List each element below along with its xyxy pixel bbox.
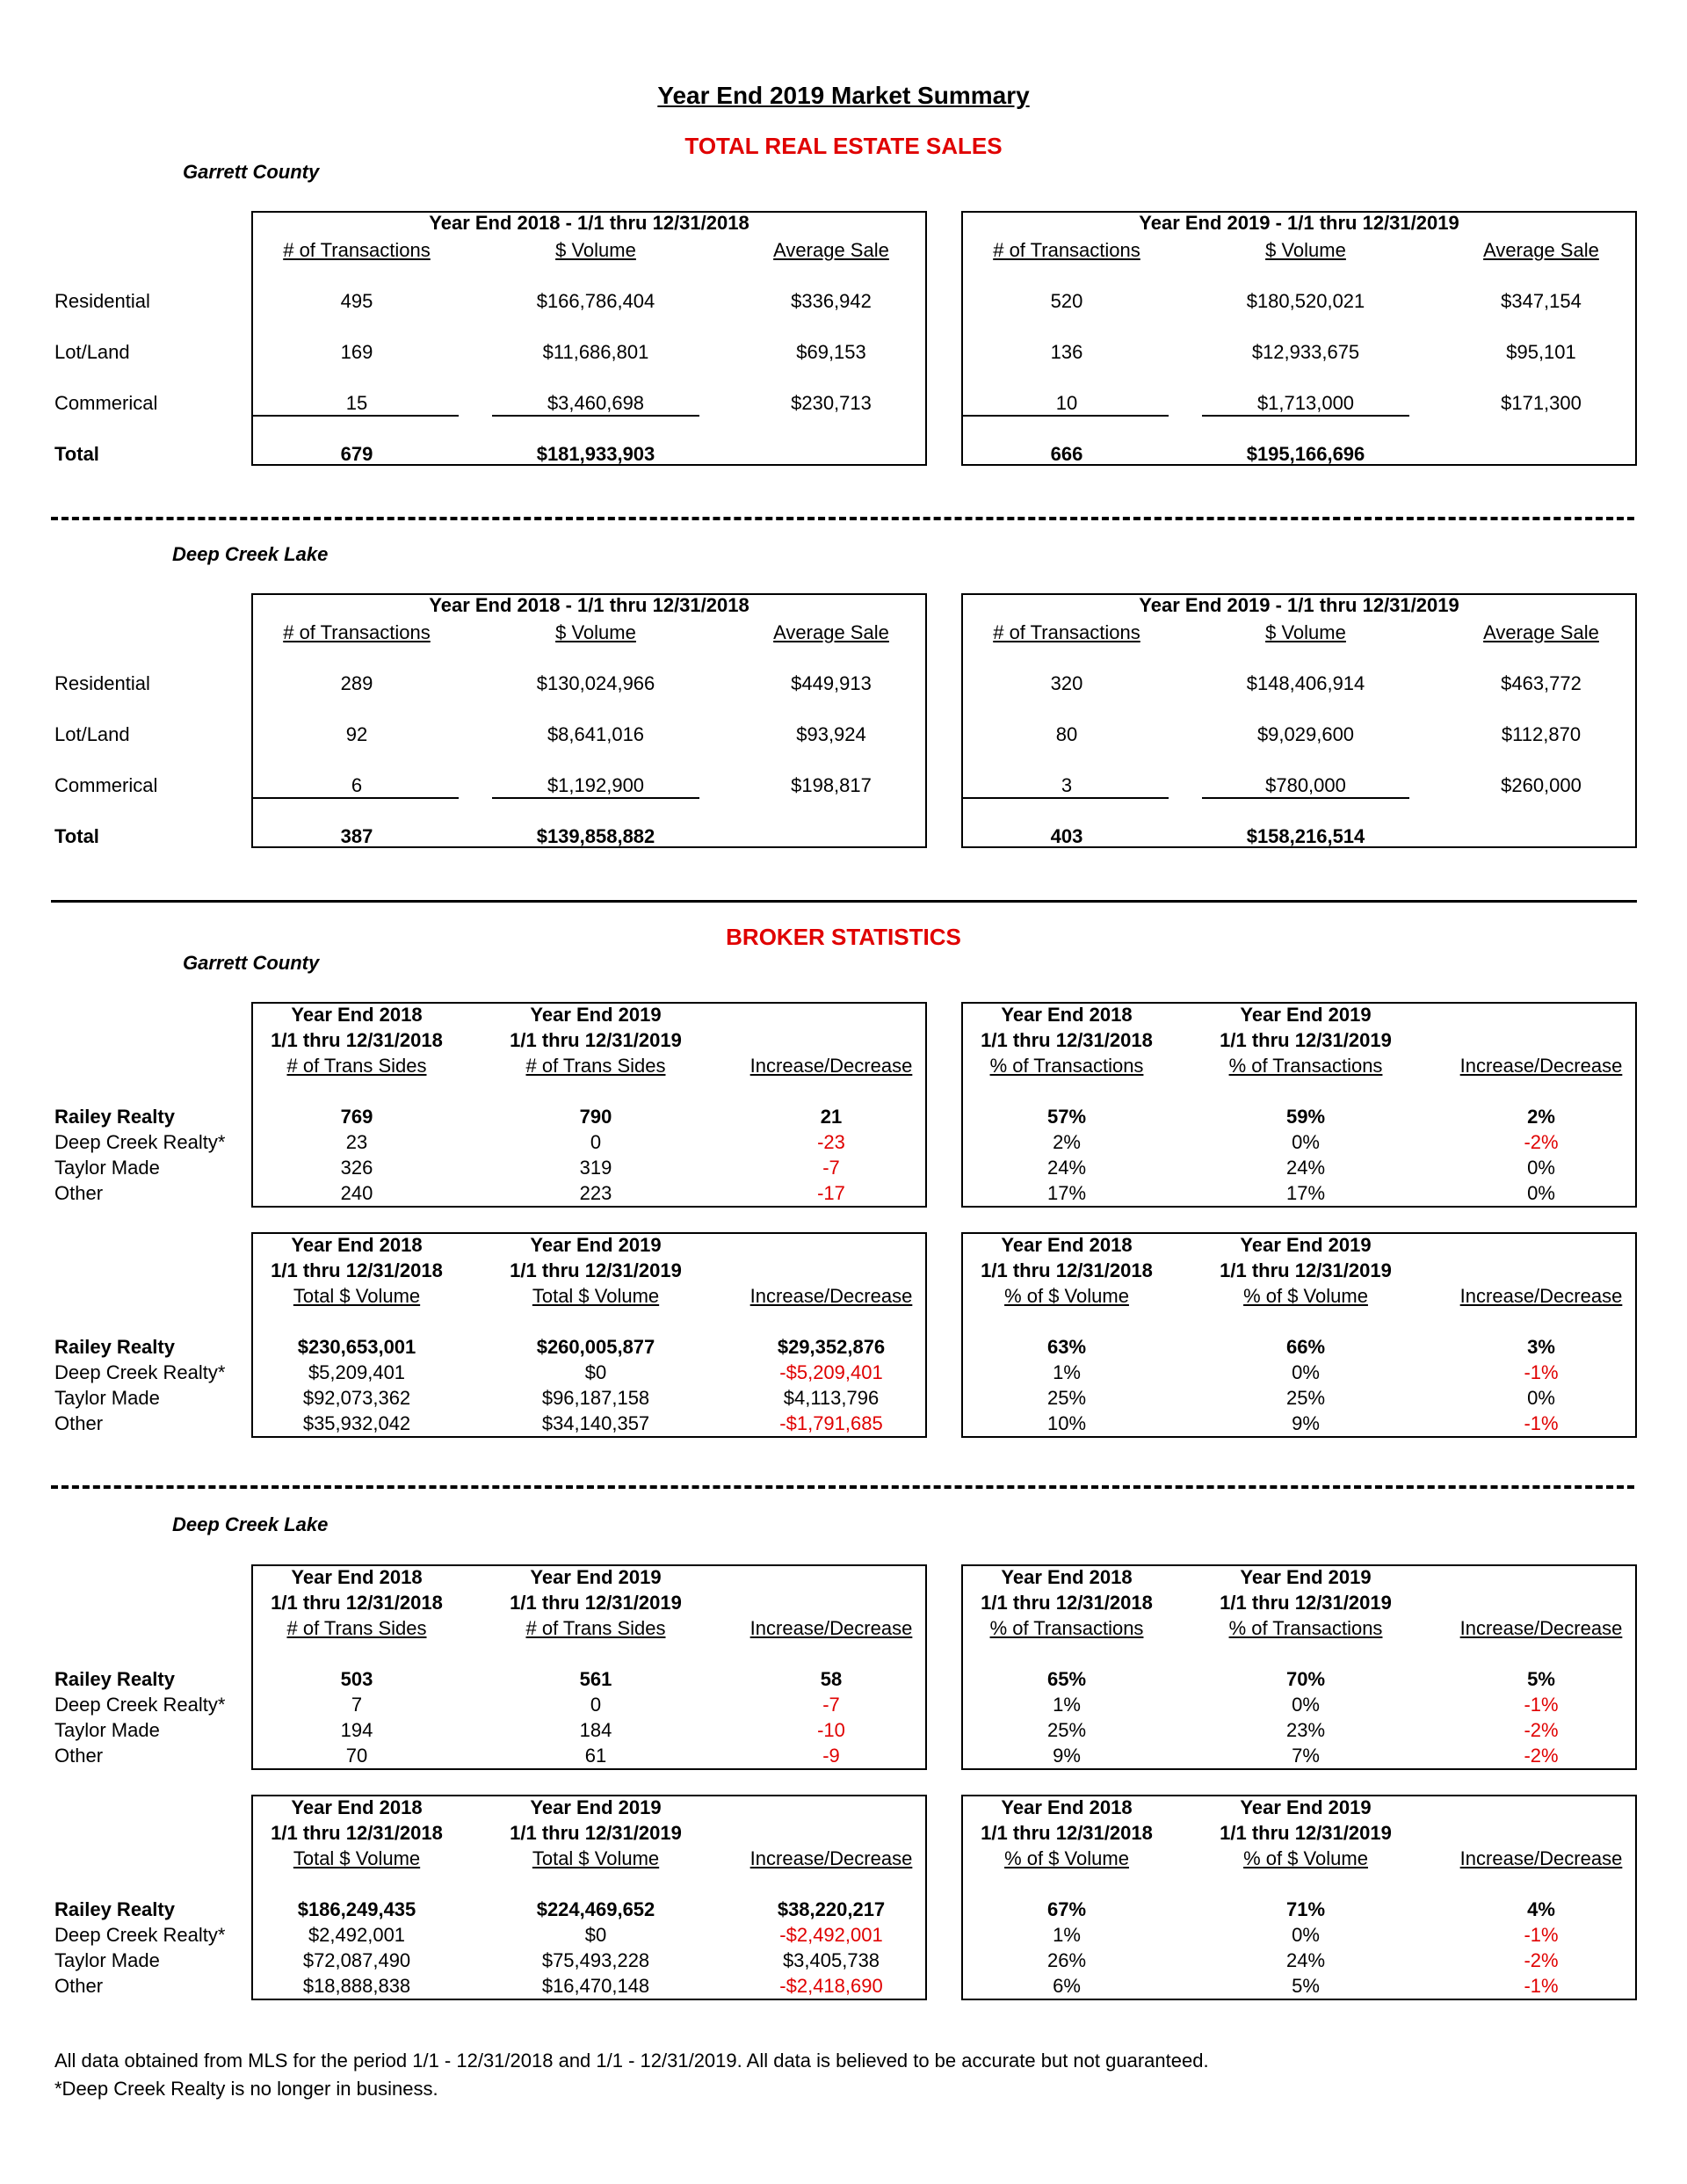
period-header: Year End 2019 - 1/1 thru 12/31/2019 bbox=[1139, 594, 1459, 616]
table-cell: $11,686,801 bbox=[542, 341, 649, 363]
table-cell: 58 bbox=[820, 1668, 843, 1690]
col-header: Year End 2018 bbox=[291, 1796, 423, 1818]
table-cell: -$5,209,401 bbox=[779, 1361, 883, 1383]
table-cell: -1% bbox=[1524, 1975, 1559, 1997]
column-header: $ Volume bbox=[555, 621, 636, 643]
table-cell: 0% bbox=[1292, 1361, 1320, 1383]
col-header: Year End 2019 bbox=[1240, 1004, 1372, 1026]
table-cell: -10 bbox=[817, 1719, 845, 1741]
column-header: # of Transactions bbox=[283, 239, 431, 261]
col-header: Year End 2019 bbox=[1240, 1566, 1372, 1588]
table-cell: 25% bbox=[1285, 1387, 1326, 1409]
col-header: Increase/Decrease bbox=[1459, 1055, 1623, 1077]
table-cell: -7 bbox=[822, 1694, 840, 1716]
table-cell: 10 bbox=[1055, 392, 1078, 414]
total-cell: 403 bbox=[1050, 825, 1083, 847]
col-header: # of Trans Sides bbox=[525, 1055, 666, 1077]
table-cell: 319 bbox=[579, 1157, 612, 1179]
col-header: Year End 2019 bbox=[530, 1004, 662, 1026]
broker-label: Deep Creek Realty* bbox=[54, 1924, 226, 1946]
table-cell: 136 bbox=[1050, 341, 1083, 363]
table-cell: -1% bbox=[1524, 1412, 1559, 1434]
table-cell: $96,187,158 bbox=[541, 1387, 650, 1409]
section-title-broker: BROKER STATISTICS bbox=[726, 924, 961, 950]
table-cell: 3 bbox=[1061, 774, 1073, 796]
sum-line bbox=[961, 797, 1169, 799]
row-label: Commerical bbox=[54, 392, 158, 414]
table-cell: 71% bbox=[1285, 1898, 1326, 1920]
table-cell: $260,005,877 bbox=[536, 1336, 655, 1358]
table-cell: 9% bbox=[1292, 1412, 1320, 1434]
table-cell: -2% bbox=[1524, 1745, 1559, 1767]
col-header: % of $ Volume bbox=[1004, 1285, 1129, 1307]
table-cell: $34,140,357 bbox=[541, 1412, 650, 1434]
broker-label: Other bbox=[54, 1745, 104, 1767]
sum-line bbox=[251, 797, 459, 799]
table-cell: 66% bbox=[1285, 1336, 1326, 1358]
col-header: Year End 2018 bbox=[1001, 1004, 1133, 1026]
table-cell: -2% bbox=[1524, 1949, 1559, 1971]
col-header: Year End 2018 bbox=[1001, 1566, 1133, 1588]
table-cell: $224,469,652 bbox=[536, 1898, 655, 1920]
table-cell: 0% bbox=[1292, 1694, 1320, 1716]
col-header: 1/1 thru 12/31/2018 bbox=[981, 1029, 1153, 1051]
col-header: Year End 2018 bbox=[1001, 1234, 1133, 1256]
col-header: 1/1 thru 12/31/2019 bbox=[510, 1592, 682, 1614]
table-cell: 503 bbox=[340, 1668, 373, 1690]
table-cell: 21 bbox=[820, 1106, 843, 1128]
table-cell: 0% bbox=[1527, 1387, 1555, 1409]
table-cell: 495 bbox=[340, 290, 373, 312]
table-cell: 326 bbox=[340, 1157, 373, 1179]
table-cell: 23 bbox=[345, 1131, 368, 1153]
table-cell: 61 bbox=[584, 1745, 607, 1767]
table-cell: 26% bbox=[1046, 1949, 1087, 1971]
row-label: Residential bbox=[54, 672, 150, 694]
table-cell: 184 bbox=[579, 1719, 612, 1741]
table-cell: $0 bbox=[584, 1924, 607, 1946]
col-header: 1/1 thru 12/31/2018 bbox=[981, 1822, 1153, 1844]
table-cell: $780,000 bbox=[1265, 774, 1346, 796]
col-header: Increase/Decrease bbox=[749, 1617, 913, 1639]
table-cell: 92 bbox=[345, 723, 368, 745]
col-header: 1/1 thru 12/31/2019 bbox=[510, 1259, 682, 1281]
table-cell: 59% bbox=[1285, 1106, 1326, 1128]
table-cell: 24% bbox=[1046, 1157, 1087, 1179]
column-header: Average Sale bbox=[773, 621, 889, 643]
table-cell: -$2,492,001 bbox=[779, 1924, 883, 1946]
table-cell: $180,520,021 bbox=[1246, 290, 1365, 312]
table-cell: 25% bbox=[1046, 1387, 1087, 1409]
region-label: Deep Creek Lake bbox=[172, 543, 329, 565]
col-header: # of Trans Sides bbox=[286, 1055, 427, 1077]
sum-line bbox=[251, 415, 459, 417]
broker-label: Other bbox=[54, 1975, 104, 1997]
total-cell: 666 bbox=[1050, 443, 1083, 465]
table-cell: $4,113,796 bbox=[783, 1387, 880, 1409]
sum-line bbox=[492, 797, 699, 799]
table-cell: $230,713 bbox=[791, 392, 872, 414]
table-cell: $69,153 bbox=[796, 341, 866, 363]
col-header: 1/1 thru 12/31/2018 bbox=[271, 1259, 443, 1281]
region-label: Garrett County bbox=[183, 161, 320, 183]
period-header: Year End 2019 - 1/1 thru 12/31/2019 bbox=[1139, 212, 1459, 234]
table-cell: $92,073,362 bbox=[302, 1387, 411, 1409]
table-cell: 4% bbox=[1527, 1898, 1555, 1920]
total-cell: $181,933,903 bbox=[536, 443, 655, 465]
table-cell: $29,352,876 bbox=[777, 1336, 886, 1358]
table-cell: $38,220,217 bbox=[777, 1898, 886, 1920]
row-label: Lot/Land bbox=[54, 723, 130, 745]
section-divider bbox=[51, 1485, 1634, 1489]
col-header: Total $ Volume bbox=[293, 1847, 421, 1869]
col-header: Year End 2019 bbox=[530, 1566, 662, 1588]
table-cell: 25% bbox=[1046, 1719, 1087, 1741]
col-header: Total $ Volume bbox=[293, 1285, 421, 1307]
column-header: Average Sale bbox=[1483, 621, 1599, 643]
table-cell: 6 bbox=[351, 774, 363, 796]
col-header: Year End 2018 bbox=[291, 1004, 423, 1026]
col-header: Increase/Decrease bbox=[749, 1285, 913, 1307]
total-cell: $195,166,696 bbox=[1246, 443, 1365, 465]
total-cell: 387 bbox=[340, 825, 373, 847]
col-header: Total $ Volume bbox=[532, 1847, 660, 1869]
table-cell: -7 bbox=[822, 1157, 840, 1179]
broker-label: Railey Realty bbox=[54, 1668, 175, 1690]
total-cell: $139,858,882 bbox=[536, 825, 655, 847]
col-header: 1/1 thru 12/31/2018 bbox=[981, 1592, 1153, 1614]
col-header: % of $ Volume bbox=[1243, 1847, 1368, 1869]
table-cell: $3,405,738 bbox=[782, 1949, 880, 1971]
section-divider bbox=[51, 900, 1637, 903]
table-cell: $16,470,148 bbox=[541, 1975, 650, 1997]
table-cell: 0% bbox=[1292, 1924, 1320, 1946]
sum-line bbox=[1202, 415, 1409, 417]
table-cell: 2% bbox=[1053, 1131, 1081, 1153]
broker-label: Other bbox=[54, 1182, 104, 1204]
table-cell: 65% bbox=[1046, 1668, 1087, 1690]
footnote: *Deep Creek Realty is no longer in business. bbox=[54, 2078, 438, 2100]
table-cell: 289 bbox=[340, 672, 373, 694]
broker-label: Taylor Made bbox=[54, 1157, 160, 1179]
footnote: All data obtained from MLS for the period 1/1 - 12/31/2018 and 1/1 - 12/31/2019. All data is believed to be accurate but not guaranteed. bbox=[54, 2050, 1209, 2072]
table-cell: 0% bbox=[1292, 1131, 1320, 1153]
broker-label: Deep Creek Realty* bbox=[54, 1131, 226, 1153]
column-header: # of Transactions bbox=[993, 621, 1140, 643]
table-cell: $93,924 bbox=[796, 723, 866, 745]
column-header: Average Sale bbox=[1483, 239, 1599, 261]
table-cell: -2% bbox=[1524, 1719, 1559, 1741]
col-header: # of Trans Sides bbox=[525, 1617, 666, 1639]
col-header: % of $ Volume bbox=[1243, 1285, 1368, 1307]
table-cell: 57% bbox=[1046, 1106, 1087, 1128]
table-cell: $166,786,404 bbox=[536, 290, 655, 312]
period-header: Year End 2018 - 1/1 thru 12/31/2018 bbox=[429, 212, 749, 234]
table-cell: $198,817 bbox=[791, 774, 872, 796]
table-cell: $2,492,001 bbox=[308, 1924, 406, 1946]
table-cell: $3,460,698 bbox=[547, 392, 645, 414]
table-cell: $336,942 bbox=[791, 290, 872, 312]
col-header: Increase/Decrease bbox=[1459, 1617, 1623, 1639]
row-label: Lot/Land bbox=[54, 341, 130, 363]
broker-label: Railey Realty bbox=[54, 1898, 175, 1920]
table-cell: $35,932,042 bbox=[302, 1412, 411, 1434]
table-cell: 23% bbox=[1285, 1719, 1326, 1741]
table-cell: -17 bbox=[817, 1182, 845, 1204]
table-cell: 24% bbox=[1285, 1157, 1326, 1179]
sum-line bbox=[492, 415, 699, 417]
table-cell: 0 bbox=[590, 1131, 602, 1153]
col-header: Year End 2018 bbox=[291, 1566, 423, 1588]
row-label: Total bbox=[54, 825, 99, 847]
column-header: $ Volume bbox=[1265, 621, 1346, 643]
table-cell: 0 bbox=[590, 1694, 602, 1716]
total-cell: $158,216,514 bbox=[1246, 825, 1365, 847]
table-cell: 7% bbox=[1292, 1745, 1320, 1767]
col-header: Year End 2019 bbox=[530, 1796, 662, 1818]
table-cell: -1% bbox=[1524, 1694, 1559, 1716]
table-cell: 1% bbox=[1053, 1361, 1081, 1383]
table-cell: 0% bbox=[1527, 1182, 1555, 1204]
column-header: $ Volume bbox=[555, 239, 636, 261]
table-cell: 790 bbox=[579, 1106, 612, 1128]
table-cell: $12,933,675 bbox=[1251, 341, 1360, 363]
table-cell: 1% bbox=[1053, 1924, 1081, 1946]
table-cell: $186,249,435 bbox=[297, 1898, 416, 1920]
col-header: Year End 2019 bbox=[1240, 1234, 1372, 1256]
table-cell: -$1,791,685 bbox=[779, 1412, 883, 1434]
table-cell: $130,024,966 bbox=[536, 672, 655, 694]
col-header: % of Transactions bbox=[1228, 1055, 1383, 1077]
col-header: # of Trans Sides bbox=[286, 1617, 427, 1639]
col-header: Year End 2019 bbox=[530, 1234, 662, 1256]
col-header: 1/1 thru 12/31/2019 bbox=[1220, 1029, 1392, 1051]
table-cell: 769 bbox=[340, 1106, 373, 1128]
table-cell: -2% bbox=[1524, 1131, 1559, 1153]
col-header: 1/1 thru 12/31/2018 bbox=[981, 1259, 1153, 1281]
col-header: 1/1 thru 12/31/2019 bbox=[1220, 1592, 1392, 1614]
table-cell: 0% bbox=[1527, 1157, 1555, 1179]
section-title-sales: TOTAL REAL ESTATE SALES bbox=[684, 133, 1003, 159]
page-title: Year End 2019 Market Summary bbox=[657, 82, 1030, 109]
broker-label: Deep Creek Realty* bbox=[54, 1361, 226, 1383]
col-header: 1/1 thru 12/31/2018 bbox=[271, 1822, 443, 1844]
broker-label: Taylor Made bbox=[54, 1719, 160, 1741]
table-cell: 5% bbox=[1292, 1975, 1320, 1997]
broker-label: Other bbox=[54, 1412, 104, 1434]
col-header: 1/1 thru 12/31/2019 bbox=[1220, 1259, 1392, 1281]
table-cell: $0 bbox=[584, 1361, 607, 1383]
col-header: % of Transactions bbox=[989, 1055, 1144, 1077]
table-cell: 194 bbox=[340, 1719, 373, 1741]
table-cell: -1% bbox=[1524, 1361, 1559, 1383]
col-header: % of $ Volume bbox=[1004, 1847, 1129, 1869]
table-cell: 2% bbox=[1527, 1106, 1555, 1128]
table-cell: 320 bbox=[1050, 672, 1083, 694]
table-cell: 520 bbox=[1050, 290, 1083, 312]
column-header: $ Volume bbox=[1265, 239, 1346, 261]
table-cell: 5% bbox=[1527, 1668, 1555, 1690]
table-cell: $230,653,001 bbox=[297, 1336, 416, 1358]
row-label: Total bbox=[54, 443, 99, 465]
col-header: Increase/Decrease bbox=[749, 1055, 913, 1077]
row-label: Residential bbox=[54, 290, 150, 312]
sum-line bbox=[1202, 797, 1409, 799]
broker-label: Deep Creek Realty* bbox=[54, 1694, 226, 1716]
table-cell: 17% bbox=[1285, 1182, 1326, 1204]
table-cell: $112,870 bbox=[1501, 723, 1582, 745]
table-cell: 24% bbox=[1285, 1949, 1326, 1971]
table-cell: $1,713,000 bbox=[1256, 392, 1355, 414]
col-header: 1/1 thru 12/31/2018 bbox=[271, 1592, 443, 1614]
table-cell: 70 bbox=[345, 1745, 368, 1767]
table-cell: 67% bbox=[1046, 1898, 1087, 1920]
total-cell: 679 bbox=[340, 443, 373, 465]
broker-label: Taylor Made bbox=[54, 1387, 160, 1409]
table-cell: -1% bbox=[1524, 1924, 1559, 1946]
col-header: % of Transactions bbox=[989, 1617, 1144, 1639]
table-cell: 70% bbox=[1285, 1668, 1326, 1690]
table-cell: 10% bbox=[1046, 1412, 1087, 1434]
broker-label: Railey Realty bbox=[54, 1106, 175, 1128]
col-header: 1/1 thru 12/31/2019 bbox=[510, 1822, 682, 1844]
table-cell: $95,101 bbox=[1506, 341, 1576, 363]
col-header: Increase/Decrease bbox=[749, 1847, 913, 1869]
table-cell: $148,406,914 bbox=[1246, 672, 1365, 694]
row-label: Commerical bbox=[54, 774, 158, 796]
table-cell: 15 bbox=[345, 392, 368, 414]
table-cell: 561 bbox=[579, 1668, 612, 1690]
broker-label: Railey Realty bbox=[54, 1336, 175, 1358]
table-cell: $9,029,600 bbox=[1256, 723, 1355, 745]
section-divider bbox=[51, 517, 1634, 520]
sum-line bbox=[961, 415, 1169, 417]
table-cell: 240 bbox=[340, 1182, 373, 1204]
table-cell: 223 bbox=[579, 1182, 612, 1204]
col-header: Increase/Decrease bbox=[1459, 1285, 1623, 1307]
table-cell: $1,192,900 bbox=[547, 774, 645, 796]
col-header: 1/1 thru 12/31/2019 bbox=[510, 1029, 682, 1051]
table-cell: -$2,418,690 bbox=[779, 1975, 883, 1997]
col-header: Year End 2019 bbox=[1240, 1796, 1372, 1818]
col-header: 1/1 thru 12/31/2018 bbox=[271, 1029, 443, 1051]
table-cell: -23 bbox=[817, 1131, 845, 1153]
table-cell: -9 bbox=[822, 1745, 840, 1767]
column-header: # of Transactions bbox=[283, 621, 431, 643]
table-cell: $72,087,490 bbox=[302, 1949, 411, 1971]
table-cell: 3% bbox=[1527, 1336, 1555, 1358]
table-cell: 17% bbox=[1046, 1182, 1087, 1204]
table-cell: $18,888,838 bbox=[302, 1975, 411, 1997]
region-label: Garrett County bbox=[183, 952, 320, 974]
region-label: Deep Creek Lake bbox=[172, 1513, 329, 1535]
table-cell: 63% bbox=[1046, 1336, 1087, 1358]
table-cell: 169 bbox=[340, 341, 373, 363]
col-header: Year End 2018 bbox=[1001, 1796, 1133, 1818]
table-cell: $75,493,228 bbox=[541, 1949, 650, 1971]
col-header: % of Transactions bbox=[1228, 1617, 1383, 1639]
col-header: Total $ Volume bbox=[532, 1285, 660, 1307]
table-cell: 80 bbox=[1055, 723, 1078, 745]
period-header: Year End 2018 - 1/1 thru 12/31/2018 bbox=[429, 594, 749, 616]
table-cell: 6% bbox=[1053, 1975, 1081, 1997]
table-cell: $449,913 bbox=[791, 672, 872, 694]
col-header: Increase/Decrease bbox=[1459, 1847, 1623, 1869]
col-header: 1/1 thru 12/31/2019 bbox=[1220, 1822, 1392, 1844]
table-cell: 7 bbox=[351, 1694, 363, 1716]
broker-label: Taylor Made bbox=[54, 1949, 160, 1971]
table-cell: $5,209,401 bbox=[308, 1361, 406, 1383]
column-header: # of Transactions bbox=[993, 239, 1140, 261]
table-cell: $8,641,016 bbox=[547, 723, 645, 745]
table-cell: $347,154 bbox=[1501, 290, 1582, 312]
table-cell: $463,772 bbox=[1501, 672, 1582, 694]
table-cell: 1% bbox=[1053, 1694, 1081, 1716]
table-cell: 9% bbox=[1053, 1745, 1081, 1767]
table-cell: $171,300 bbox=[1501, 392, 1582, 414]
column-header: Average Sale bbox=[773, 239, 889, 261]
table-cell: $260,000 bbox=[1501, 774, 1582, 796]
col-header: Year End 2018 bbox=[291, 1234, 423, 1256]
